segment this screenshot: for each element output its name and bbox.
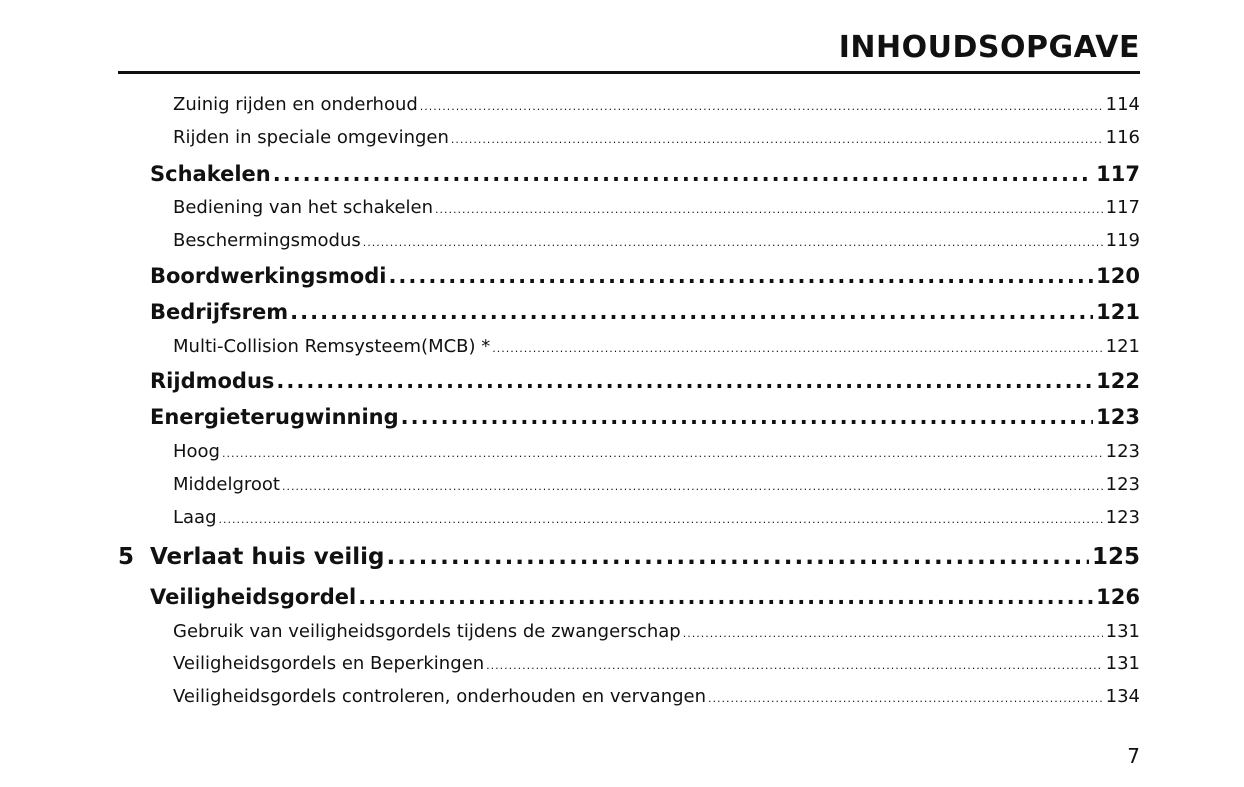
toc-entry-hoog[interactable]: [173, 440, 1140, 466]
dot-leader: [219, 508, 1103, 532]
dot-leader: [363, 231, 1103, 255]
toc-section-title: Bedrijfsrem: [150, 300, 289, 324]
toc-section-title: Rijdmodus: [150, 369, 275, 393]
toc-entry-beschermingsmodus[interactable]: [173, 229, 1140, 255]
dot-leader: [708, 687, 1103, 711]
toc-entry-zuinig-rijden[interactable]: [173, 93, 1140, 119]
dot-leader: [273, 160, 1093, 188]
toc-entry-gordels-zwangerschap[interactable]: [173, 620, 1140, 646]
page-number: 7: [1127, 744, 1140, 768]
toc-section-page: 117: [1096, 162, 1140, 186]
toc-section-page: 126: [1096, 585, 1140, 609]
toc-chapter-title: Verlaat huis veilig: [150, 544, 385, 570]
dot-leader: [386, 542, 1089, 572]
toc-chapter-verlaat-huis-veilig[interactable]: [118, 542, 1140, 572]
toc-entry-title: Middelgroot: [173, 474, 280, 495]
toc-entry-page: 119: [1105, 230, 1140, 251]
toc-section-energieterugwinning[interactable]: [150, 403, 1140, 431]
toc-entry-title: Multi-Collision Remsysteem(MCB) *: [173, 336, 491, 357]
toc-entry-title: Veiligheidsgordels en Beperkingen: [173, 653, 485, 674]
dot-leader: [435, 198, 1103, 222]
toc-section-veiligheidsgordel[interactable]: [150, 583, 1140, 611]
toc-section-title: Boordwerkingsmodi: [150, 264, 387, 288]
toc-entry-title: Laag: [173, 507, 217, 528]
page-title: INHOUDSOPGAVE: [838, 30, 1140, 65]
dot-leader: [683, 622, 1103, 646]
toc-entry-title: Rijden in speciale omgevingen: [173, 127, 449, 148]
dot-leader: [451, 128, 1103, 152]
toc-entry-page: 116: [1105, 127, 1140, 148]
dot-leader: [388, 262, 1093, 290]
toc-chapter-number: 5: [118, 544, 135, 570]
dot-leader: [492, 337, 1102, 361]
toc-section-title: Energieterugwinning: [150, 405, 399, 429]
toc-entry-gordels-beperkingen[interactable]: [173, 652, 1140, 678]
toc-entry-middelgroot[interactable]: [173, 473, 1140, 499]
toc-entry-title: Zuinig rijden en onderhoud: [173, 94, 418, 115]
toc-entry-title: Gebruik van veiligheidsgordels tijdens de zwangerschap: [173, 621, 681, 642]
toc-section-title: Schakelen: [150, 162, 271, 186]
toc-section-page: 121: [1096, 300, 1140, 324]
toc-entry-page: 123: [1105, 441, 1140, 462]
toc-entry-laag[interactable]: [173, 506, 1140, 532]
toc-entry-title: Beschermingsmodus: [173, 230, 361, 251]
toc-section-rijdmodus[interactable]: [150, 367, 1140, 395]
toc-section-title: Veiligheidsgordel: [150, 585, 357, 609]
toc-entry-gordels-controleren[interactable]: [173, 685, 1140, 711]
dot-leader: [358, 583, 1093, 611]
toc-entry-page: 134: [1105, 686, 1140, 707]
toc-entry-page: 117: [1105, 197, 1140, 218]
toc-entry-rijden-speciale-omgevingen[interactable]: [173, 126, 1140, 152]
toc-entry-title: Veiligheidsgordels controleren, onderhouden en vervangen: [173, 686, 707, 707]
toc-entry-title: Hoog: [173, 441, 220, 462]
toc-entry-bediening-schakelen[interactable]: [173, 196, 1140, 222]
toc-chapter-page: 125: [1091, 544, 1140, 570]
toc-section-boordwerkingsmodi[interactable]: [150, 262, 1140, 290]
toc-entry-page: 121: [1105, 336, 1140, 357]
toc-entry-multi-collision[interactable]: [173, 335, 1140, 361]
toc-section-page: 123: [1096, 405, 1140, 429]
toc-section-schakelen[interactable]: [150, 160, 1140, 188]
toc-section-page: 122: [1096, 369, 1140, 393]
dot-leader: [222, 442, 1103, 466]
dot-leader: [276, 367, 1093, 395]
toc-entry-page: 123: [1105, 474, 1140, 495]
toc-entry-page: 114: [1105, 94, 1140, 115]
toc-section-page: 120: [1096, 264, 1140, 288]
toc-section-bedrijfsrem[interactable]: [150, 298, 1140, 326]
dot-leader: [420, 95, 1103, 119]
toc-entry-page: 131: [1105, 621, 1140, 642]
dot-leader: [290, 298, 1093, 326]
dot-leader: [401, 403, 1093, 431]
dot-leader: [486, 654, 1103, 678]
toc-entry-title: Bediening van het schakelen: [173, 197, 434, 218]
toc-entry-page: 123: [1105, 507, 1140, 528]
toc-entry-page: 131: [1105, 653, 1140, 674]
dot-leader: [282, 475, 1103, 499]
